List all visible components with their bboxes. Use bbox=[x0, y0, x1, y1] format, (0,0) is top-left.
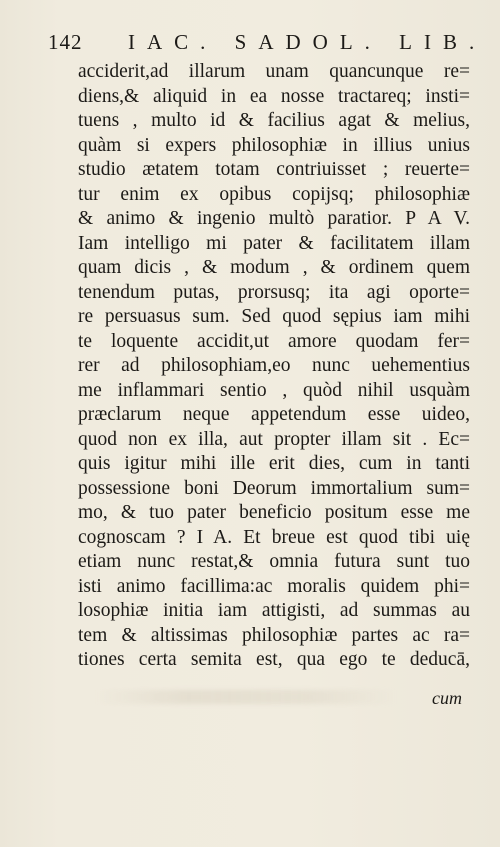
text-line: mo, & tuo pater beneficio positum esse me bbox=[78, 502, 470, 523]
text-line: quàm si expers philosophiæ in illius unius bbox=[78, 134, 470, 156]
page-number: 142 bbox=[48, 30, 83, 54]
text-line: tiones certa semita est, qua ego te deducā, bbox=[78, 649, 470, 670]
text-line: re persuasus sum. Sed quod sępius iam mihi bbox=[78, 306, 470, 327]
text-line: isti animo facillima:ac moralis quidem phi= bbox=[78, 575, 470, 597]
text-line: te loquente accidit,ut amore quodam fer= bbox=[78, 330, 470, 352]
running-head: IAC. SADOL. LIB. bbox=[128, 30, 487, 54]
text-line: & animo & ingenio multò paratior. P A V. bbox=[78, 208, 470, 229]
text-line: tem & altissimas philosophiæ partes ac ra= bbox=[78, 624, 470, 646]
page-header bbox=[48, 30, 487, 56]
text-line: quis igitur mihi ille erit dies, cum in tanti bbox=[78, 453, 470, 474]
text-line: losophiæ initia iam attigisti, ad summas au bbox=[78, 600, 470, 621]
text-line: tur enim ex opibus copijsq; philosophiæ bbox=[78, 183, 470, 205]
catchword: cum bbox=[432, 688, 462, 708]
text-line: rer ad philosophiam,eo nunc uehementius bbox=[78, 355, 470, 376]
text-line: diens,& aliquid in ea nosse tractareq; insti= bbox=[78, 85, 470, 107]
text-line: me inflammari sentio , quòd nihil usquàm bbox=[78, 379, 470, 401]
text-line: præclarum neque appetendum esse uideo, bbox=[78, 404, 470, 425]
text-line: studio ætatem totam contriuisset ; reuerte= bbox=[78, 159, 470, 180]
text-line: acciderit,ad illarum unam quancunque re= bbox=[78, 61, 470, 82]
text-line: etiam nunc restat,& omnia futura sunt tuo bbox=[78, 551, 470, 572]
text-line: quod non ex illa, aut propter illam sit . Ec= bbox=[78, 428, 470, 450]
text-line: tenendum putas, prorsusq; ita agi oporte= bbox=[78, 281, 470, 303]
ink-bleed-through bbox=[96, 690, 396, 704]
text-line: Iam intelligo mi pater & facilitatem illam bbox=[78, 232, 470, 254]
body-text bbox=[78, 60, 470, 673]
text-line: cognoscam ? I A. Et breue est quod tibi uię bbox=[78, 526, 470, 548]
text-line: possessione boni Deorum immortalium sum= bbox=[78, 477, 470, 499]
text-line: tuens , multo id & facilius agat & melius, bbox=[78, 110, 470, 131]
text-line: quam dicis , & modum , & ordinem quem bbox=[78, 257, 470, 278]
